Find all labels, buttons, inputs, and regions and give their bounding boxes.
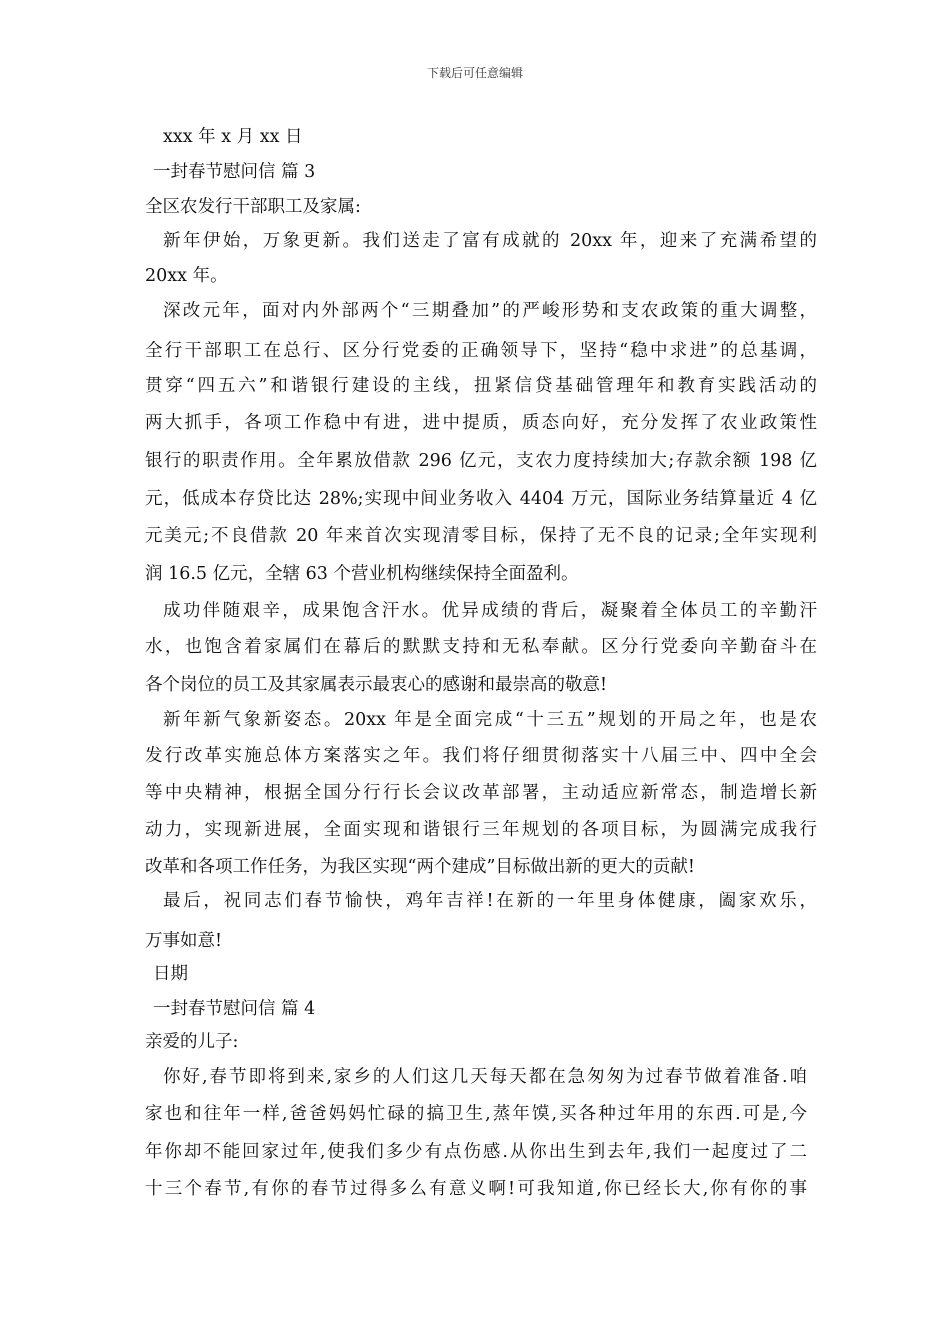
paragraph-line: 银行的职责作用。全年累放借款 296 亿元，支农力度持续加大;存款余额 198 亿 <box>145 451 817 471</box>
paragraph-line: 20xx 年。 <box>145 266 228 286</box>
salutation-4: 亲爱的儿子: <box>145 1032 239 1052</box>
paragraph-line: 动力，实现新进展，全面实现和谐银行三年规划的各项目标，为圆满完成我行 <box>145 820 817 840</box>
paragraph-line: 新年新气象新姿态。20xx 年是全面完成“十三五”规划的开局之年，也是农 <box>163 710 817 730</box>
paragraph-line: 润 16.5 亿元，全辖 63 个营业机构继续保持全面盈利。 <box>145 564 579 584</box>
paragraph-line: 深改元年，面对内外部两个“三期叠加”的严峻形势和支农政策的重大调整， <box>163 301 817 321</box>
paragraph-line: 成功伴随艰辛，成果饱含汗水。优异成绩的背后，凝聚着全体员工的辛勤汗 <box>163 601 817 621</box>
paragraph-line: 等中央精神，根据全国分行行长会议改革部署，主动适应新常态，制造增长新 <box>145 783 817 803</box>
letter-heading-4: 一封春节慰问信 篇 4 <box>153 999 316 1019</box>
paragraph-line: 元，低成本存贷比达 28%;实现中间业务收入 4404 万元，国际业务结算量近 4 亿 <box>145 489 817 509</box>
paragraph-line: 各个岗位的员工及其家属表示最衷心的感谢和最崇高的敬意! <box>145 675 608 695</box>
paragraph-line: 十三个春节,有你的春节过得多么有意义啊!可我知道,你已经长大,你有你的事 <box>145 1179 807 1199</box>
paragraph-line: 改革和各项工作任务，为我区实现“两个建成”目标做出新的更大的贡献! <box>145 857 695 877</box>
salutation-3: 全区农发行干部职工及家属: <box>145 197 361 217</box>
paragraph-line: 最后，祝同志们春节愉快，鸡年吉祥!在新的一年里身体健康，阖家欢乐， <box>163 891 817 911</box>
header-note: 下载后可任意编辑 <box>426 66 523 80</box>
paragraph-line: 水，也饱含着家属们在幕后的默默支持和无私奉献。区分行党委向辛勤奋斗在 <box>145 637 817 657</box>
paragraph-line: 贯穿“四五六”和谐银行建设的主线，扭紧信贷基础管理年和教育实践活动的 <box>145 376 817 396</box>
paragraph-line: 元美元;不良借款 20 年来首次实现清零目标，保持了无不良的记录;全年实现利 <box>145 526 817 546</box>
date-placeholder: 日期 <box>153 964 188 984</box>
paragraph-line: 全行干部职工在总行、区分行党委的正确领导下，坚持“稳中求进”的总基调， <box>145 341 817 361</box>
paragraph-line: 年你却不能回家过年,使我们多少有点伤感.从你出生到去年,我们一起度过了二 <box>145 1142 807 1162</box>
paragraph-line: 两大抓手，各项工作稳中有进，进中提质，质态向好，充分发挥了农业政策性 <box>145 413 817 433</box>
letter-heading-3: 一封春节慰问信 篇 3 <box>153 162 316 182</box>
paragraph-line: 家也和往年一样,爸爸妈妈忙碌的搞卫生,蒸年馍,买各种过年用的东西.可是,今 <box>145 1104 807 1124</box>
paragraph-line: 万事如意! <box>145 931 223 951</box>
paragraph-line: 新年伊始，万象更新。我们送走了富有成就的 20xx 年，迎来了充满希望的 <box>163 231 817 251</box>
paragraph-line: 发行改革实施总体方案落实之年。我们将仔细贯彻落实十八届三中、四中全会 <box>145 746 817 766</box>
paragraph-line: 你好,春节即将到来,家乡的人们这几天每天都在急匆匆为过春节做着准备.咱 <box>163 1067 807 1087</box>
date-line: xxx 年 x 月 xx 日 <box>163 127 303 147</box>
